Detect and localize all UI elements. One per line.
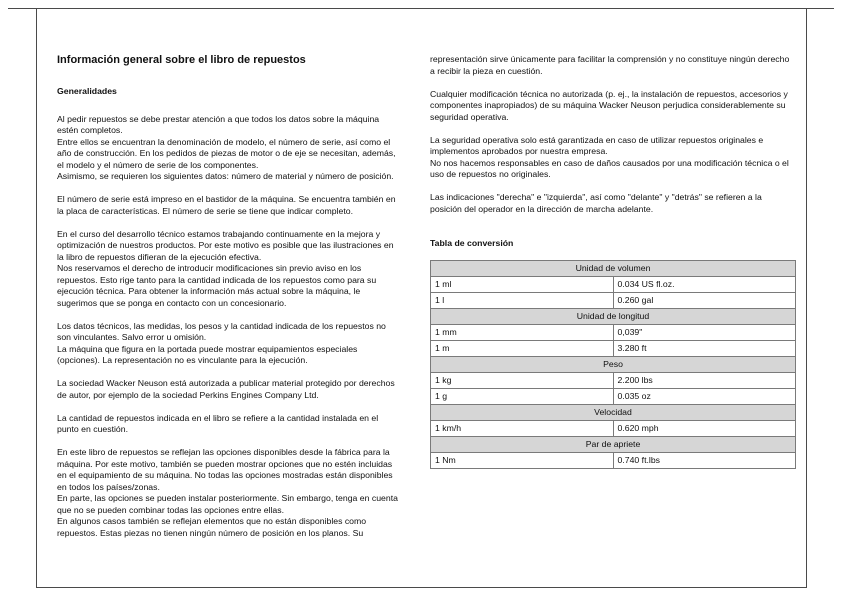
table-row <box>431 420 796 436</box>
value-cell: 3.280 ft <box>613 340 796 356</box>
table-row <box>431 324 796 340</box>
unit-cell: 1 Nm <box>431 452 614 468</box>
text-block <box>57 114 398 183</box>
table-row <box>431 452 796 468</box>
unit-cell: 1 l <box>431 292 614 308</box>
value-cell: 0.034 US fl.oz. <box>613 276 796 292</box>
right-column <box>430 54 796 469</box>
paragraph: En algunos casos también se reflejan elementos que no están disponibles como repuestos. Estas piezas no tienen ningún número de posición en los planos. Su <box>57 516 367 538</box>
unit-cell: 1 kg <box>431 372 614 388</box>
text-block <box>430 192 796 215</box>
paragraph: Los datos técnicos, las medidas, los pesos y la cantidad indicada de los repuestos no son vinculantes. Salvo error u omisión. <box>57 320 386 342</box>
text-block <box>57 194 398 217</box>
table-section-header: Peso <box>431 356 796 372</box>
text-block <box>430 89 796 124</box>
paragraph: Nos reservamos el derecho de introducir modificaciones sin previo aviso en los repuestos. Esto rige tanto para la cantidad indicada de los repuestos como para su ejecución técnica. Para obtener la información más actual sobre la máquina, le sugerimos que se ponga en contacto con un concesionario. <box>57 263 377 308</box>
unit-cell: 1 g <box>431 388 614 404</box>
paragraph: representación sirve únicamente para facilitar la comprensión y no constituye ningún derecho a recibir la pieza en cuestión. <box>430 54 790 76</box>
conversion-table <box>430 260 796 469</box>
left-column-text <box>57 114 398 540</box>
table-section-header-row <box>431 260 796 276</box>
text-block <box>57 447 398 539</box>
unit-cell: 1 mm <box>431 324 614 340</box>
right-column-text <box>430 54 796 215</box>
text-block <box>430 135 796 181</box>
unit-cell: 1 ml <box>431 276 614 292</box>
unit-cell: 1 m <box>431 340 614 356</box>
table-row <box>431 276 796 292</box>
paragraph: En el curso del desarrollo técnico estamos trabajando continuamente en la mejora y optimización de nuestros productos. Por este motivo es posible que las ilustraciones en la libro de repuestos difieran de la ejecución efectiva. <box>57 228 394 262</box>
paragraph: No nos hacemos responsables en caso de daños causados por una modificación técnica o el uso de repuestos no originales. <box>430 157 789 179</box>
table-row <box>431 292 796 308</box>
text-block <box>57 321 398 367</box>
table-section-header-row <box>431 356 796 372</box>
text-block <box>57 378 398 401</box>
left-column <box>57 54 398 551</box>
table-section-header: Par de apriete <box>431 436 796 452</box>
value-cell: 0.035 oz <box>613 388 796 404</box>
paragraph: El número de serie está impreso en el bastidor de la máquina. Se encuentra también en la placa de características. El número de serie se tiene que indicar completo. <box>57 194 396 216</box>
paragraph: En parte, las opciones se pueden instalar posteriormente. Sin embargo, tenga en cuenta que no se pueden combinar todas las opciones entre ellas. <box>57 493 398 515</box>
page-title: Información general sobre el libro de repuestos <box>57 54 306 66</box>
conversion-table-heading: Tabla de conversión <box>430 238 514 248</box>
table-row <box>431 372 796 388</box>
text-block <box>430 54 796 77</box>
value-cell: 0,039" <box>613 324 796 340</box>
text-block <box>57 413 398 436</box>
table-section-header: Unidad de volumen <box>431 260 796 276</box>
table-section-header-row <box>431 308 796 324</box>
table-row <box>431 388 796 404</box>
paragraph: Asimismo, se requieren los siguientes datos: número de material y número de posición. <box>57 171 394 181</box>
value-cell: 0.260 gal <box>613 292 796 308</box>
paragraph: La sociedad Wacker Neuson está autorizada a publicar material protegido por derechos de autor, por ejemplo de la sociedad Perkins Engines Company Ltd. <box>57 378 395 400</box>
paragraph: La cantidad de repuestos indicada en el libro se refiere a la cantidad instalada en el punto en cuestión. <box>57 412 379 434</box>
paragraph: Cualquier modificación técnica no autorizada (p. ej., la instalación de repuestos, accesorios y componentes inapropiados) de su máquina Wacker Neuson perjudica considerablemente su seguridad operativa. <box>430 88 788 122</box>
value-cell: 0.740 ft.lbs <box>613 452 796 468</box>
paragraph: La máquina que figura en la portada puede mostrar equipamientos especiales (opciones). La representación no es vinculante para la ejecución. <box>57 343 358 365</box>
table-section-header: Unidad de longitud <box>431 308 796 324</box>
paragraph: En este libro de repuestos se reflejan las opciones disponibles desde la fábrica para la máquina. Por este motivo, también se pueden mostrar opciones que no estén incluidas en el equipamiento de su máquina. No todas las opciones mostradas están disponibles en todos los países/zonas. <box>57 447 393 492</box>
value-cell: 0.620 mph <box>613 420 796 436</box>
section-heading-generalidades: Generalidades <box>57 86 117 96</box>
paragraph: Al pedir repuestos se debe prestar atención a que todos los datos sobre la máquina estén completos. <box>57 113 380 135</box>
unit-cell: 1 km/h <box>431 420 614 436</box>
table-row <box>431 340 796 356</box>
value-cell: 2.200 lbs <box>613 372 796 388</box>
table-section-header-row <box>431 436 796 452</box>
paragraph: Entre ellos se encuentran la denominación de modelo, el número de serie, así como el año de construcción. En los pedidos de piezas de motor o de eje se necesitan, además, el modelo y el número de serie de los componentes. <box>57 136 396 170</box>
table-section-header-row <box>431 404 796 420</box>
paragraph: Las indicaciones "derecha" e "izquierda", así como "delante" y "detrás" se refieren a la posición del operador en la dirección de marcha adelante. <box>430 192 762 214</box>
table-section-header: Velocidad <box>431 404 796 420</box>
paragraph: La seguridad operativa solo está garantizada en caso de utilizar repuestos originales e implementos aprobados por nuestra empresa. <box>430 134 764 156</box>
text-block <box>57 229 398 310</box>
